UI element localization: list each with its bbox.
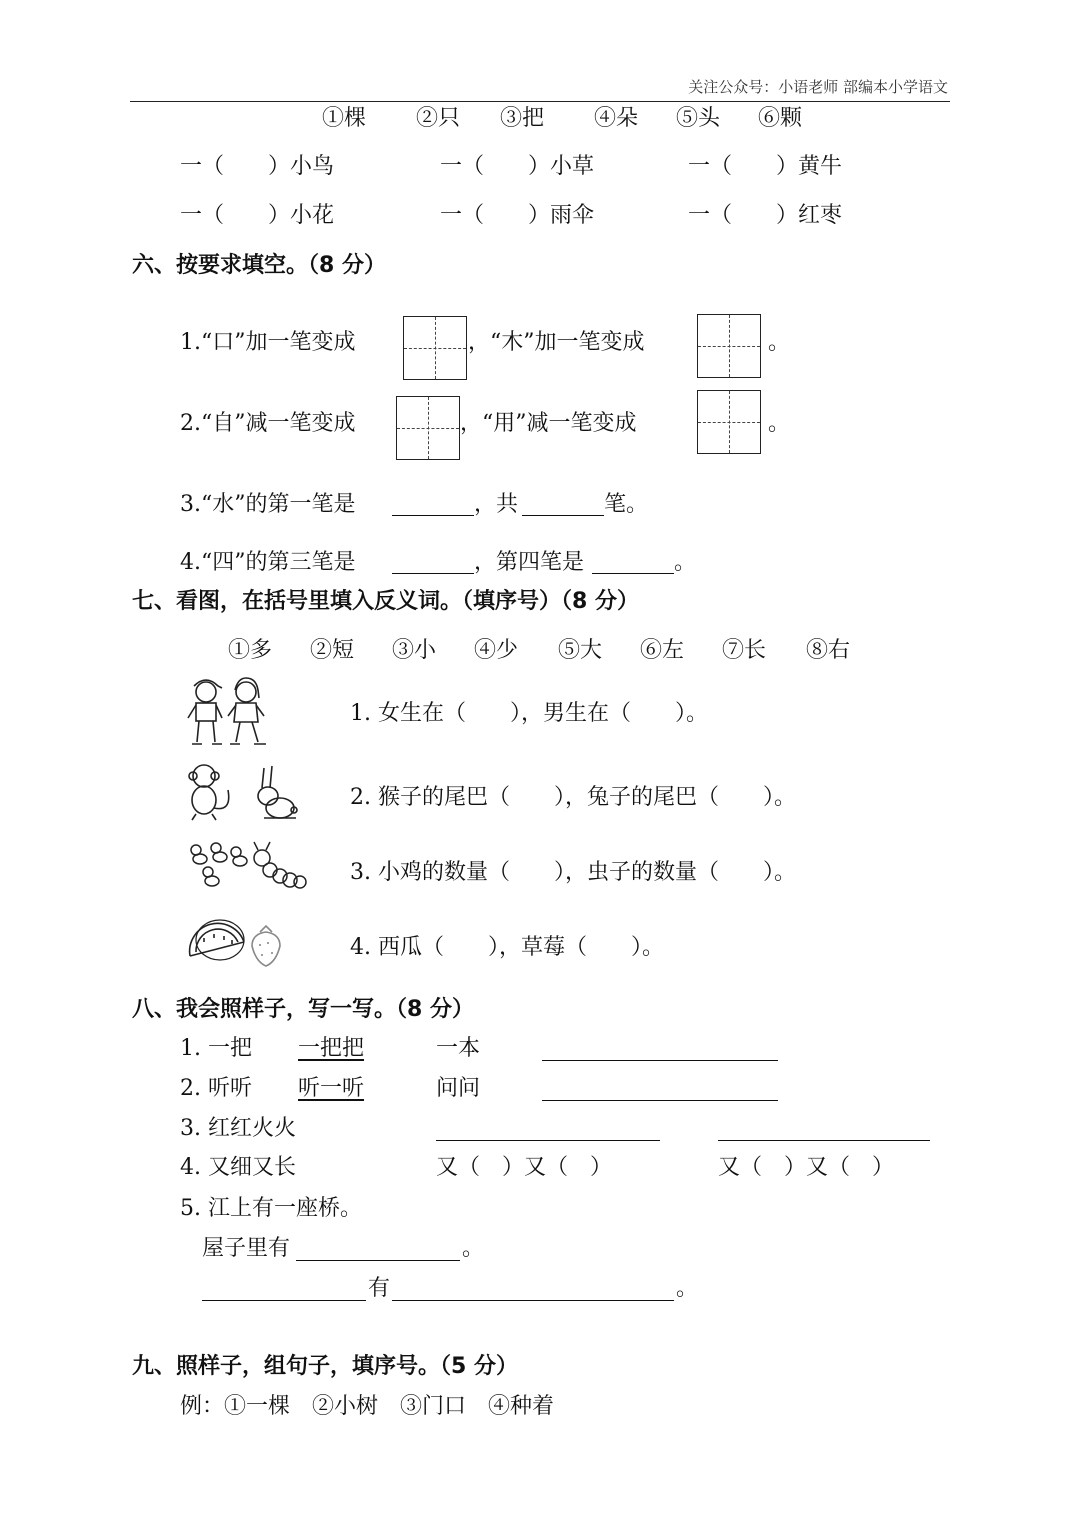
q8-5-end: 。 [462, 1236, 485, 1261]
option: ③小 [392, 638, 437, 663]
section-8-title: 八、我会照样子，写一写。（8 分） [132, 997, 474, 1022]
tian-grid-box[interactable] [697, 314, 761, 378]
option: ①多 [228, 638, 273, 663]
q8-4-label: 4. 又细又长 [180, 1155, 296, 1180]
fill-item[interactable]: 一（ ）小花 [180, 203, 335, 228]
section-7-title: 七、看图，在括号里填入反义词。（填序号）（8 分） [132, 589, 639, 614]
answer-blank[interactable] [592, 573, 674, 574]
q8-1-label: 1. 一把 [180, 1036, 252, 1061]
q8-5-prompt: 屋子里有 [202, 1236, 291, 1261]
q6-4-text: 4.“四”的第三笔是 [180, 550, 356, 575]
fill-item[interactable]: 一（ ）小草 [440, 154, 595, 179]
q7-3[interactable]: 3. 小鸡的数量（ ），虫子的数量（ ）。 [350, 860, 796, 885]
q6-1-text: 1.“口”加一笔变成 [180, 330, 356, 355]
q6-2-text: ，“用”减一笔变成 [460, 411, 637, 436]
option: ④少 [474, 638, 519, 663]
q6-2-end: 。 [768, 411, 791, 436]
option: ⑥左 [640, 638, 685, 663]
option: ⑥颗 [758, 106, 803, 131]
q6-4-text: ，第四笔是 [474, 550, 585, 575]
option: ②只 [416, 106, 461, 131]
tian-grid-box[interactable] [396, 396, 460, 460]
q9-example: 例：①一棵 ②小树 ③门口 ④种着 [180, 1394, 555, 1419]
option: ④朵 [594, 106, 639, 131]
q6-1-text: ，“木”加一笔变成 [468, 330, 645, 355]
q8-3-label: 3. 红红火火 [180, 1116, 296, 1141]
answer-blank[interactable] [542, 1060, 778, 1061]
boy-girl-icon [184, 672, 284, 748]
watermelon-strawberry-icon [186, 912, 290, 970]
q8-5-end2: 。 [676, 1276, 699, 1301]
fill-item[interactable]: 一（ ）小鸟 [180, 154, 335, 179]
q6-1-end: 。 [768, 330, 791, 355]
option: ⑧右 [806, 638, 851, 663]
section-6-title: 六、按要求填空。（8 分） [132, 253, 386, 278]
answer-blank[interactable] [522, 515, 604, 516]
monkey-rabbit-icon [184, 760, 300, 824]
q6-3-text: ，共 [474, 492, 519, 517]
option: ⑤大 [558, 638, 603, 663]
answer-blank[interactable] [392, 1300, 674, 1301]
chicks-caterpillar-icon [186, 840, 310, 896]
answer-blank[interactable] [392, 573, 474, 574]
page-header: 关注公众号：小语老师 部编本小学语文 [688, 78, 948, 96]
header-rule [130, 101, 950, 102]
answer-blank[interactable] [296, 1260, 460, 1261]
fill-item[interactable]: 一（ ）雨伞 [440, 203, 595, 228]
q8-4-fill[interactable]: 又（ ）又（ ） [718, 1155, 895, 1180]
q8-5-you: 有 [368, 1276, 391, 1301]
q8-2-prompt: 问问 [436, 1076, 481, 1101]
option: ⑤头 [676, 106, 721, 131]
q8-4-fill[interactable]: 又（ ）又（ ） [436, 1155, 613, 1180]
fill-item[interactable]: 一（ ）黄牛 [688, 154, 843, 179]
tian-grid-box[interactable] [697, 390, 761, 454]
q8-1-prompt: 一本 [436, 1036, 481, 1061]
fill-item[interactable]: 一（ ）红枣 [688, 203, 843, 228]
option: ⑦长 [722, 638, 767, 663]
answer-blank[interactable] [542, 1100, 778, 1101]
q6-2-text: 2.“自”减一笔变成 [180, 411, 356, 436]
q7-2[interactable]: 2. 猴子的尾巴（ ），兔子的尾巴（ ）。 [350, 785, 796, 810]
option: ②短 [310, 638, 355, 663]
tian-grid-box[interactable] [403, 316, 467, 380]
answer-blank[interactable] [202, 1300, 366, 1301]
option: ③把 [500, 106, 545, 131]
q8-2-label: 2. 听听 [180, 1076, 252, 1101]
answer-blank[interactable] [436, 1140, 660, 1141]
q6-3-end: 笔。 [604, 492, 649, 517]
q8-2-example: 听一听 [298, 1076, 365, 1101]
q8-5-label: 5. 江上有一座桥。 [180, 1196, 362, 1221]
answer-blank[interactable] [392, 515, 474, 516]
q7-1[interactable]: 1. 女生在（ ），男生在（ ）。 [350, 701, 708, 726]
option: ①棵 [322, 106, 367, 131]
section-9-title: 九、照样子，组句子，填序号。（5 分） [132, 1354, 518, 1379]
q6-4-end: 。 [674, 550, 697, 575]
q6-3-text: 3.“水”的第一笔是 [180, 492, 356, 517]
q8-1-example: 一把把 [298, 1036, 365, 1061]
answer-blank[interactable] [718, 1140, 930, 1141]
q7-4[interactable]: 4. 西瓜（ ），草莓（ ）。 [350, 935, 664, 960]
